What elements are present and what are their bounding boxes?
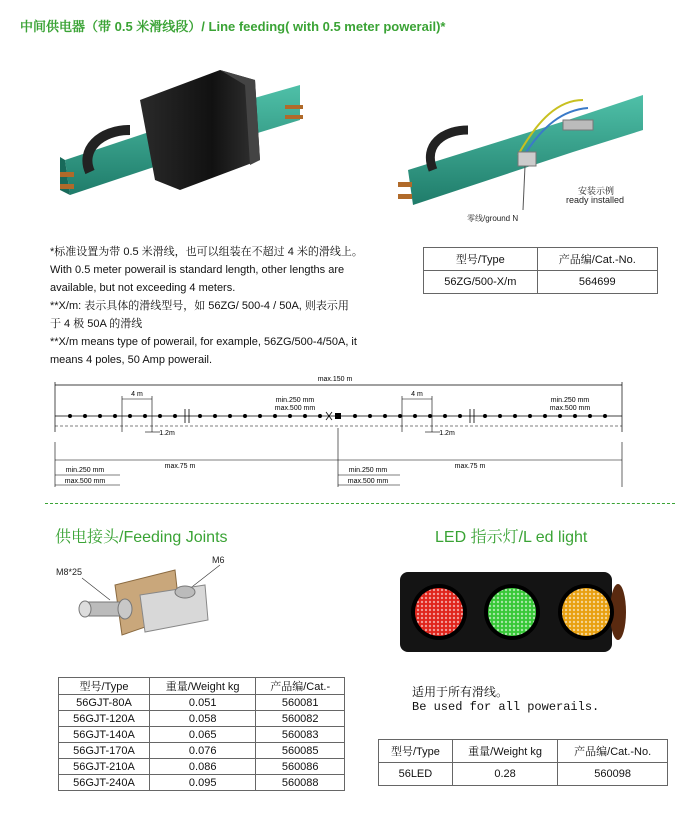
dimension-diagram bbox=[40, 372, 680, 497]
dim-1-2m-a: 1.2m bbox=[159, 430, 175, 437]
feeding-joint-photo bbox=[70, 560, 230, 650]
dim-min250-c: min.250 mm bbox=[65, 467, 105, 474]
dim-max500-a: max.500 mm bbox=[274, 405, 316, 412]
header-cat: 产品编/Cat.-No. bbox=[558, 740, 668, 763]
note-line: *标准设置为带 0.5 米滑线，也可以组装在不超过 4 米的滑线上。 bbox=[50, 246, 363, 258]
notes bbox=[50, 243, 400, 369]
cell-type: 56GJT-210A bbox=[59, 759, 150, 775]
note-line: **X/m: 表示具体的滑线型号，如 56ZG/ 500-4 / 50A, 则表示用 bbox=[50, 300, 349, 312]
cell-weight: 0.058 bbox=[149, 711, 255, 727]
dim-min250-b: min.250 mm bbox=[550, 397, 590, 404]
dim-min250-a: min.250 mm bbox=[275, 397, 315, 404]
cell-type: 56GJT-170A bbox=[59, 743, 150, 759]
table-row bbox=[59, 775, 345, 791]
dim-max150: max.150 m bbox=[317, 376, 353, 383]
applies-en: Be used for all powerails. bbox=[412, 700, 600, 714]
led-light-photo bbox=[400, 572, 626, 652]
cell-weight: 0.095 bbox=[149, 775, 255, 791]
table-row bbox=[59, 695, 345, 711]
table-row bbox=[59, 743, 345, 759]
dim-max75-a: max.75 m bbox=[164, 463, 196, 470]
cell-cat: 560086 bbox=[256, 759, 345, 775]
header-type: 型号/Type bbox=[379, 740, 453, 763]
cell-weight: 0.065 bbox=[149, 727, 255, 743]
note-line: **X/m means type of powerail, for example, 56ZG/500-4/50A, it bbox=[50, 336, 357, 348]
table-header-row bbox=[379, 740, 668, 763]
cell-weight: 0.076 bbox=[149, 743, 255, 759]
cell-cat: 560082 bbox=[256, 711, 345, 727]
ground-label: 零线/ground N bbox=[467, 214, 519, 223]
dim-max500-d: max.500 mm bbox=[347, 478, 389, 485]
note-line: means 4 poles, 50 Amp powerail. bbox=[50, 354, 213, 366]
cell-type: 56GJT-140A bbox=[59, 727, 150, 743]
page-title: 中间供电器（带 0.5 米滑线段）/ Line feeding( with 0.5 meter powerail)* bbox=[20, 19, 446, 34]
table-row bbox=[59, 727, 345, 743]
led-table bbox=[378, 739, 668, 786]
section-divider bbox=[45, 503, 675, 504]
cell-type: 56GJT-240A bbox=[59, 775, 150, 791]
installed-label-en: ready installed bbox=[566, 195, 625, 205]
dim-max500-c: max.500 mm bbox=[64, 478, 106, 485]
table-row bbox=[379, 763, 668, 786]
feeding-joints-table bbox=[58, 677, 345, 791]
line-feeding-photo bbox=[60, 60, 320, 200]
cell-cat: 560098 bbox=[558, 763, 668, 786]
table-row bbox=[59, 711, 345, 727]
cell-type: 56ZG/500-X/m bbox=[424, 271, 538, 294]
cell-weight: 0.28 bbox=[452, 763, 558, 786]
header-cat: 产品编/Cat.- bbox=[256, 678, 345, 695]
note-line: available, but not exceeding 4 meters. bbox=[50, 282, 236, 294]
header-cat: 产品编/Cat.-No. bbox=[537, 248, 657, 271]
header-weight: 重量/Weight kg bbox=[149, 678, 255, 695]
label-m6: M6 bbox=[212, 555, 225, 565]
cell-type: 56GJT-120A bbox=[59, 711, 150, 727]
table-header-row bbox=[424, 248, 658, 271]
feeding-joints-title: 供电接头/Feeding Joints bbox=[55, 529, 228, 546]
note-line: 于 4 极 50A 的滑线 bbox=[50, 318, 143, 330]
note-line: With 0.5 meter powerail is standard length, other lengths are bbox=[50, 264, 345, 276]
table-header-row bbox=[59, 678, 345, 695]
cell-type: 56LED bbox=[379, 763, 453, 786]
dim-min250-d: min.250 mm bbox=[348, 467, 388, 474]
cell-cat: 560085 bbox=[256, 743, 345, 759]
line-feeding-table bbox=[423, 247, 658, 294]
cell-weight: 0.051 bbox=[149, 695, 255, 711]
table-row bbox=[59, 759, 345, 775]
header-type: 型号/Type bbox=[59, 678, 150, 695]
cell-cat: 560083 bbox=[256, 727, 345, 743]
dim-max75-b: max.75 m bbox=[454, 463, 486, 470]
installed-label-cn: 安装示例 bbox=[578, 186, 615, 196]
dim-max500-b: max.500 mm bbox=[549, 405, 591, 412]
dim-1-2m-b: 1.2m bbox=[439, 430, 455, 437]
dim-4m-a: 4 m bbox=[131, 391, 143, 398]
cell-cat: 564699 bbox=[537, 271, 657, 294]
dim-4m-b: 4 m bbox=[411, 391, 423, 398]
table-row bbox=[424, 271, 658, 294]
header-weight: 重量/Weight kg bbox=[452, 740, 558, 763]
led-title: LED 指示灯/L ed light bbox=[435, 529, 588, 546]
cell-cat: 560088 bbox=[256, 775, 345, 791]
cell-weight: 0.086 bbox=[149, 759, 255, 775]
label-m8: M8*25 bbox=[56, 567, 83, 577]
cell-type: 56GJT-80A bbox=[59, 695, 150, 711]
cell-cat: 560081 bbox=[256, 695, 345, 711]
header-type: 型号/Type bbox=[424, 248, 538, 271]
applies-cn: 适用于所有滑线。 bbox=[412, 685, 509, 699]
